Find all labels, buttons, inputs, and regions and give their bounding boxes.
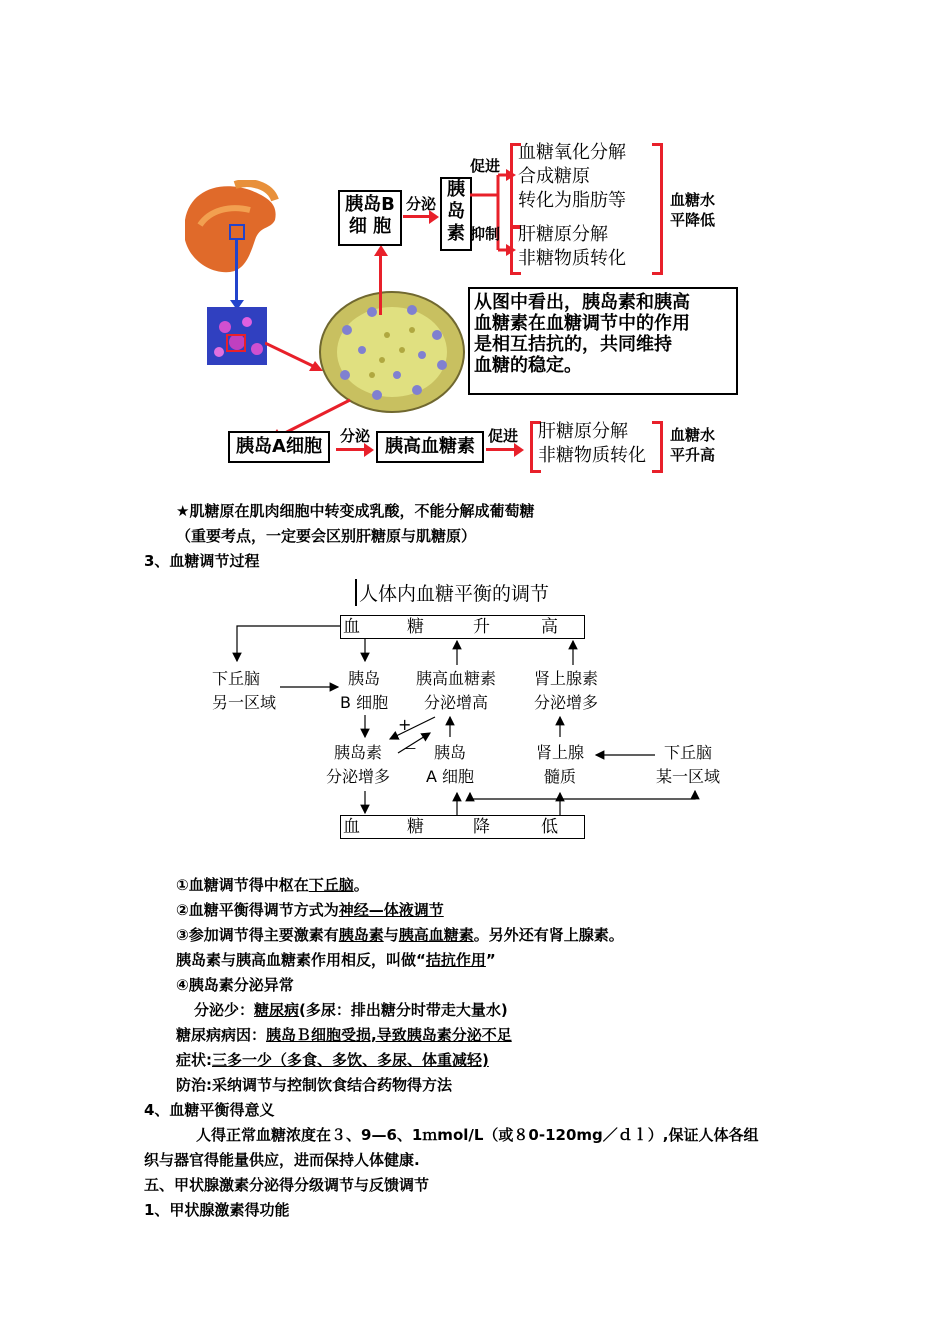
bottom-box-c3: 降 [473, 817, 490, 837]
note-line-4: 血糖的稳定。 [474, 355, 582, 376]
point-5 [194, 999, 508, 1020]
bottom-box-c4: 低 [541, 817, 558, 837]
p5-post: (多尿：排出糖分时带走大量水) [299, 1001, 508, 1019]
red-arrow-up-head [374, 245, 388, 256]
a-node-line2: A 细胞 [426, 767, 475, 786]
result-low-2: 平降低 [670, 211, 716, 229]
p5-pre: 分泌少： [194, 1001, 255, 1019]
medulla-line2: 髓质 [544, 767, 577, 786]
promote-item-1: 血糖氧化分解 [518, 142, 626, 163]
insulin-node-line2: 分泌增多 [326, 767, 391, 786]
glucagon-item-2: 非糖物质转化 [538, 445, 646, 466]
promote-item-3: 转化为脂肪等 [518, 190, 626, 211]
meaning-line-2: 织与器官得能量供应，进而保持人体健康. [144, 1151, 420, 1169]
point-1 [176, 874, 369, 895]
glucagon-item-1: 肝糖原分解 [538, 421, 628, 442]
section-5-1-heading: 1、甲状腺激素得功能 [144, 1201, 290, 1219]
meaning-line-1: 人得正常血糖浓度在３、9—6、1ｍmol/L（或８0-120mg／ｄｌ）,保证人体各组 [196, 1126, 759, 1144]
promote-items [518, 141, 626, 213]
p1-pre: ①血糖调节得中枢在 [176, 876, 309, 894]
insulin-char2: 岛 [447, 201, 465, 222]
red-arrowhead-secrete-bottom [364, 443, 374, 457]
p3b-pre: 胰岛素与胰高血糖素作用相反，叫做“ [176, 951, 426, 969]
p3-mid: 与 [383, 926, 399, 944]
secrete-label-bottom: 分泌 [340, 427, 371, 445]
inhibit-item-1: 肝糖原分解 [518, 224, 608, 245]
p6-pre: 糖尿病病因： [176, 1026, 267, 1044]
red-arrow-secrete-top [403, 215, 431, 218]
bottom-box-c1: 血 [343, 817, 360, 837]
p3-underline-2: 胰高血糖素 [398, 926, 474, 944]
pancreas-illustration [180, 180, 280, 280]
promote-label-bottom: 促进 [488, 427, 519, 445]
top-box-c1: 血 [343, 617, 360, 637]
note-box [468, 287, 738, 395]
figure-hormone-diagram [170, 135, 750, 475]
red-arrowhead-secrete-top [429, 210, 439, 224]
flow-diagram [200, 575, 740, 850]
top-box-c2: 糖 [407, 617, 424, 637]
hypo2-line2: 某一区域 [656, 767, 721, 786]
p2-pre: ②血糖平衡得调节方式为 [176, 901, 339, 919]
result-high [670, 425, 715, 465]
inhibit-items [518, 223, 626, 271]
note-line-1: 从图中看出，胰岛素和胰高 [474, 292, 690, 313]
point-3 [176, 924, 624, 945]
glucagon-bracket-right [652, 421, 663, 473]
b-cell-line1: 胰岛B [345, 194, 395, 215]
insulin-char1: 胰 [447, 179, 465, 200]
p6-underline: 胰岛Ｂ细胞受损,导致胰岛素分泌不足 [266, 1026, 512, 1044]
hypo2-line1: 下丘脑 [664, 743, 713, 762]
p1-post: 。 [353, 876, 369, 894]
hypo1-line2: 另一区域 [212, 693, 277, 712]
point-6 [176, 1024, 512, 1045]
p3b-underline: 拮抗作用 [425, 951, 486, 969]
p7-underline: 三多一少（多食、多饮、多尿、体重减轻) [212, 1051, 489, 1069]
section-4-heading: 4、血糖平衡得意义 [144, 1101, 275, 1119]
point-4: ④胰岛素分泌异常 [176, 976, 294, 994]
a-node-line1: 胰岛 [434, 743, 467, 762]
insulin-node-line1: 胰岛素 [334, 743, 383, 762]
top-box-c3: 升 [473, 617, 490, 637]
flow-title-text: 人体内血糖平衡的调节 [359, 583, 550, 605]
plus-sign: + [398, 715, 412, 734]
bottom-box-c2: 糖 [407, 817, 424, 837]
promote-label-top: 促进 [470, 157, 501, 175]
flow-connectors [200, 575, 740, 850]
glucagon-items [538, 420, 646, 468]
adrenaline-node-line1: 肾上腺素 [534, 669, 599, 688]
blue-arrow-line [235, 240, 238, 305]
right-bracket-top [652, 143, 663, 275]
b-node-line2: B 细胞 [340, 693, 389, 712]
medulla-line1: 肾上腺 [536, 743, 585, 762]
b-node-line1: 胰岛 [348, 669, 381, 688]
hypo1-line1: 下丘脑 [212, 669, 261, 688]
p3-pre: ③参加调节得主要激素有 [176, 926, 339, 944]
p3-post: 。另外还有肾上腺素。 [473, 926, 624, 944]
insulin-char3: 素 [447, 223, 465, 244]
b-cell-box [338, 190, 402, 246]
red-arrow-up-line [379, 255, 382, 315]
p1-underline: 下丘脑 [308, 876, 354, 894]
b-cell-line2: 细 胞 [348, 216, 392, 237]
p2-underline: 神经—体液调节 [338, 901, 444, 919]
point-2 [176, 899, 444, 920]
p3b-post: ” [485, 951, 496, 969]
red-arrow-secrete-bottom [336, 448, 366, 451]
promote-item-2: 合成糖原 [518, 166, 590, 187]
adrenaline-node-line2: 分泌增多 [534, 693, 599, 712]
section-5-heading: 五、甲状腺激素分泌得分级调节与反馈调节 [144, 1176, 430, 1194]
secrete-label-top: 分泌 [406, 195, 437, 213]
a-cell-box: 胰岛A细胞 [228, 431, 330, 463]
inhibit-item-2: 非糖物质转化 [518, 248, 626, 269]
red-arrow-to-islet [265, 335, 325, 375]
top-box-c4: 高 [541, 617, 558, 637]
note-line-3: 是相互拮抗的，共同维持 [474, 334, 672, 355]
point-7 [176, 1049, 489, 1070]
glucagon-node-line1: 胰高血糖素 [416, 669, 497, 688]
section-3-heading: 3、血糖调节过程 [144, 552, 260, 570]
micrograph-image [207, 307, 267, 365]
glucagon-box: 胰高血糖素 [376, 431, 484, 463]
inhibit-label: 抑制 [470, 225, 501, 243]
result-low [670, 190, 715, 230]
red-arrowhead-promote-bottom [514, 443, 524, 457]
p7-pre: 症状: [176, 1051, 212, 1069]
result-high-2: 平升高 [670, 446, 716, 464]
result-high-1: 血糖水 [670, 426, 716, 444]
note-line-2: 血糖素在血糖调节中的作用 [474, 313, 690, 334]
p3-underline-1: 胰岛素 [338, 926, 384, 944]
p5-underline: 糖尿病 [254, 1001, 300, 1019]
result-low-1: 血糖水 [670, 191, 716, 209]
point-3b [176, 949, 496, 970]
important-note: （重要考点，一定要会区别肝糖原与肌糖原） [176, 527, 477, 545]
star-note: ★肌糖原在肌肉细胞中转变成乳酸，不能分解成葡萄糖 [176, 502, 535, 520]
point-8: 防治:采纳调节与控制饮食结合药物得方法 [176, 1076, 453, 1094]
minus-sign: — [404, 741, 416, 755]
red-arrow-promote-bottom [486, 448, 516, 451]
glucagon-node-line2: 分泌增高 [424, 693, 489, 712]
